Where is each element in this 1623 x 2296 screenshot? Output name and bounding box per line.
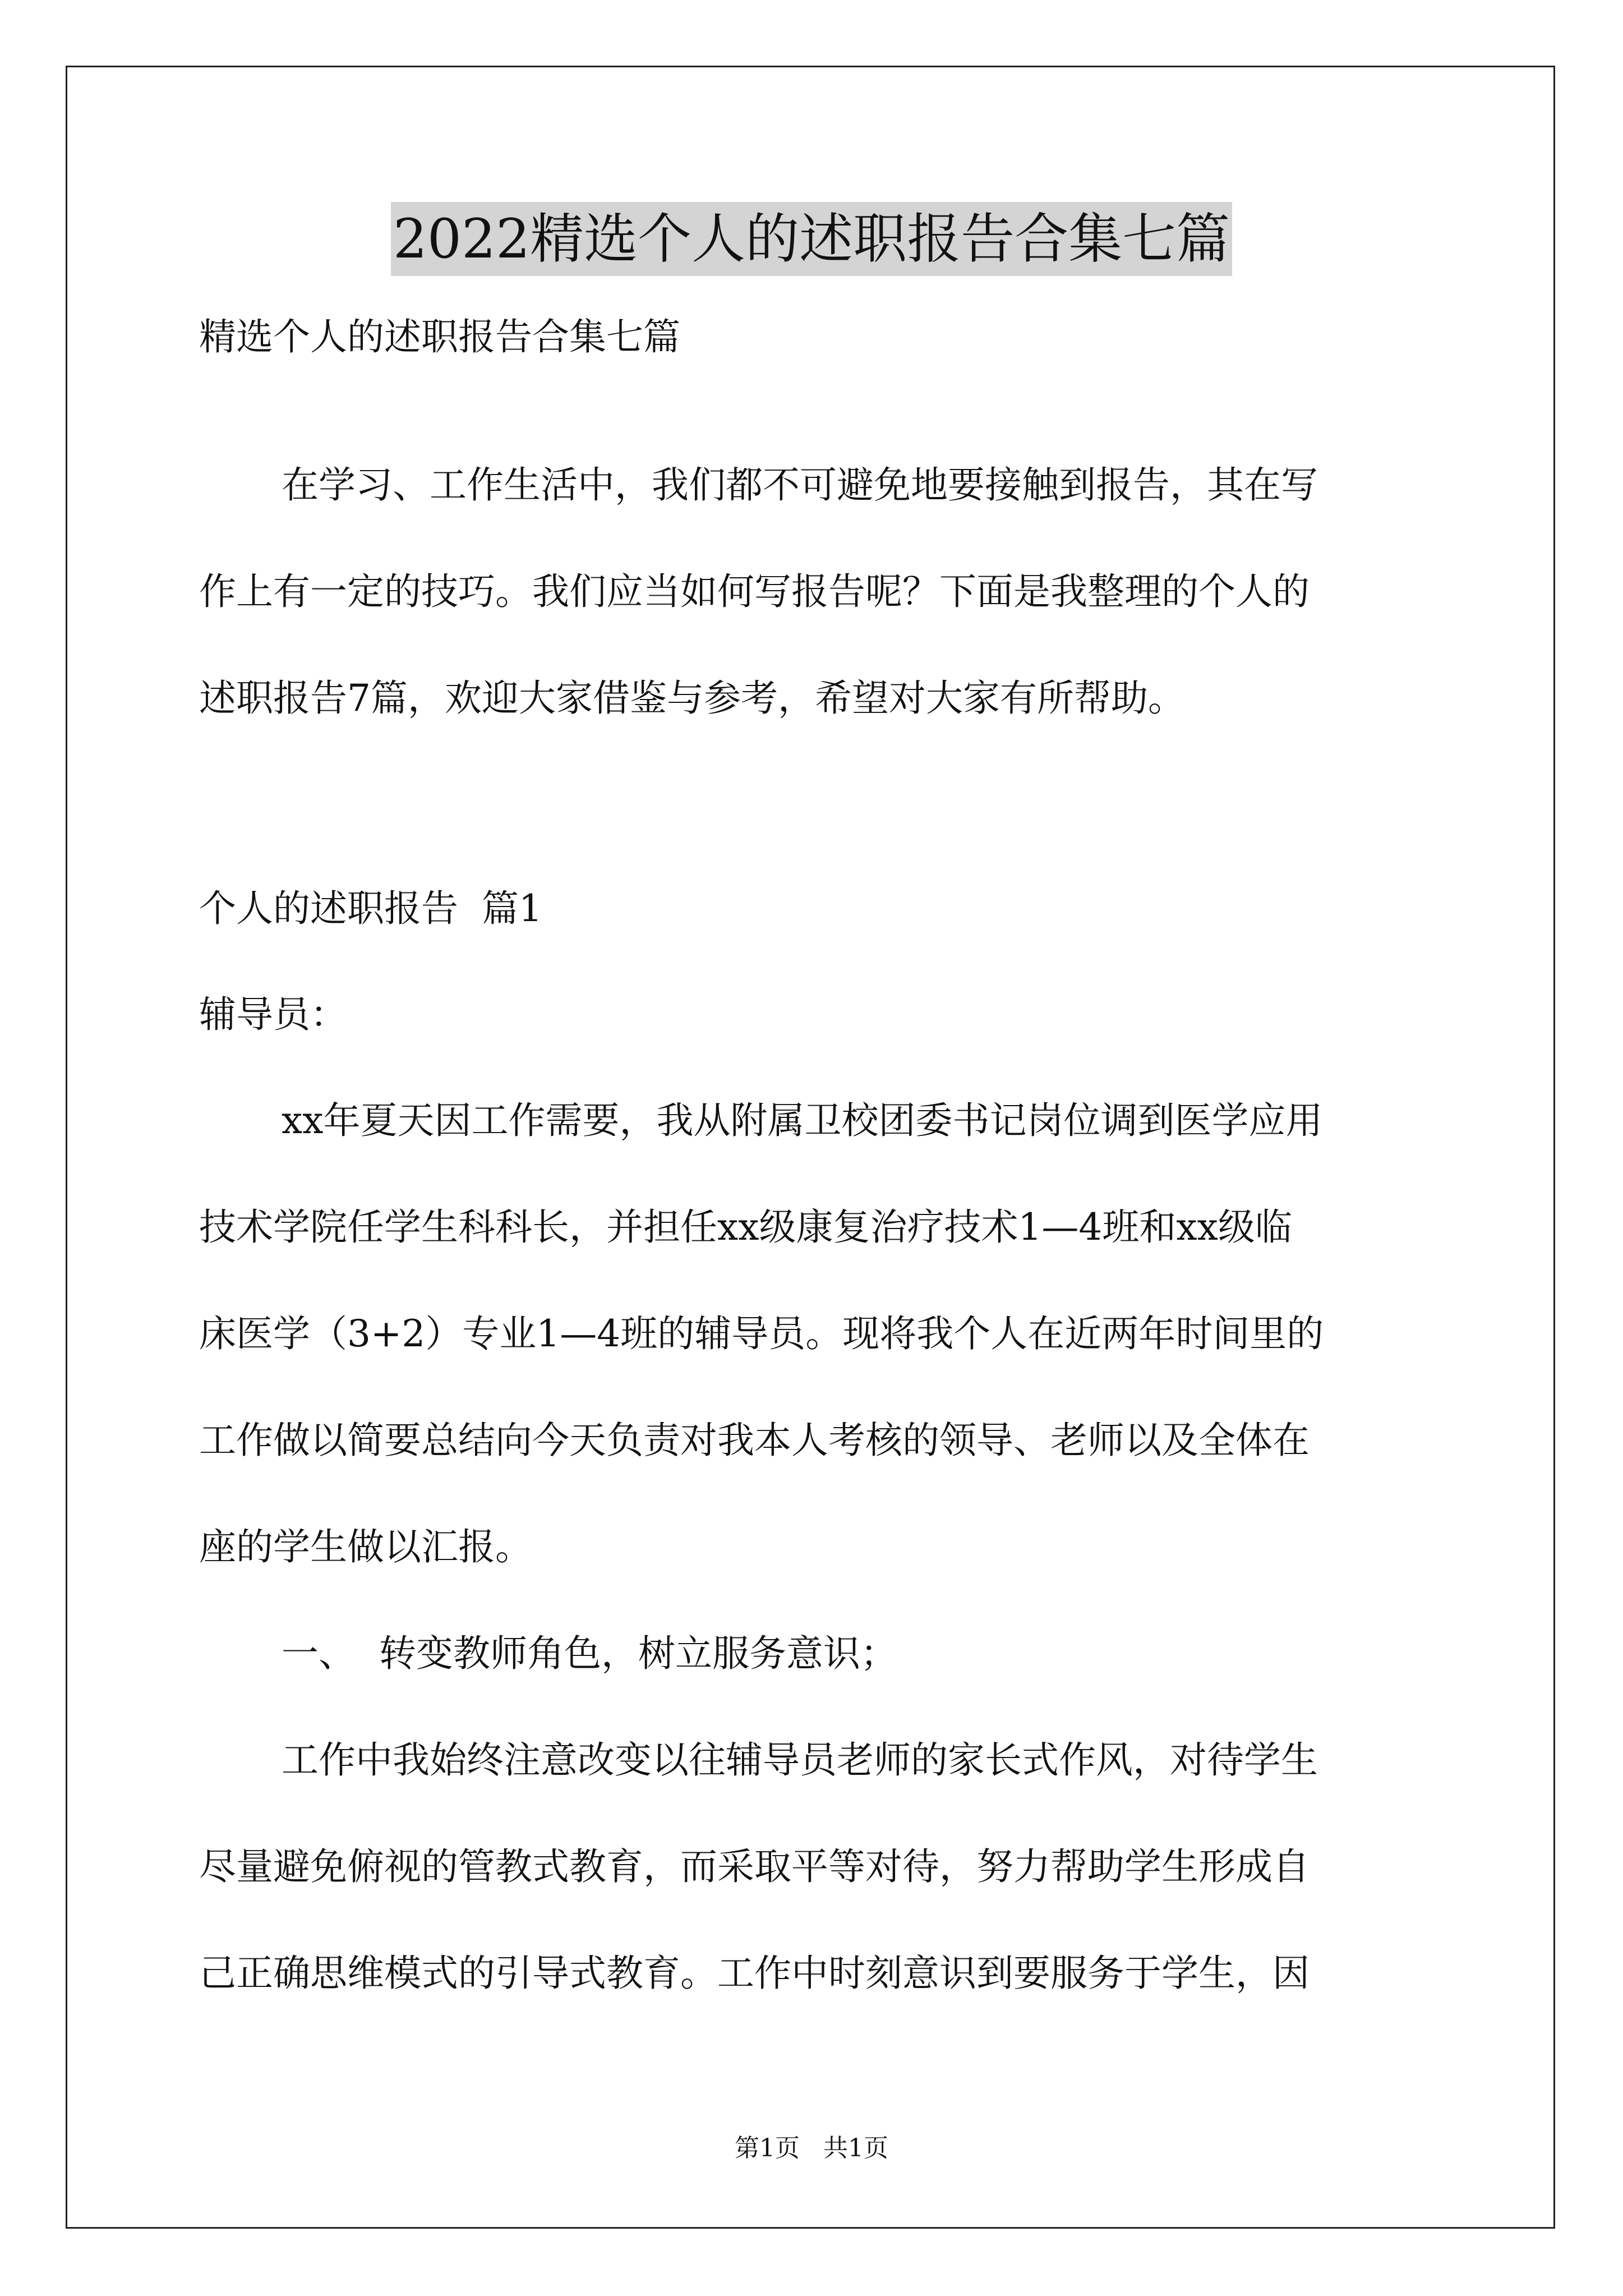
paragraph-line: 座的学生做以汇报。 [199,1525,532,1568]
intro-line: 在学习、工作生活中，我们都不可避免地要接触到报告，其在写 [282,463,1318,507]
page-footer: 第1页 共1页 [735,2134,888,2162]
paragraph-line: 尽量避免俯视的管教式教育，而采取平等对待，努力帮助学生形成自 [199,1845,1310,1888]
page-border [66,66,1555,2229]
intro-line: 述职报告7篇，欢迎大家借鉴与参考，希望对大家有所帮助。 [199,677,1185,720]
paragraph-line: 技术学院任学生科科长，并担任xx级康复治疗技术1—4班和xx级临 [199,1205,1292,1249]
section-heading: 个人的述职报告 篇1 [199,887,542,930]
paragraph-line: xx年夏天因工作需要，我从附属卫校团委书记岗位调到医学应用 [282,1099,1323,1142]
paragraph-line: 工作中我始终注意改变以往辅导员老师的家长式作风，对待学生 [282,1738,1318,1782]
paragraph-line: 工作做以简要总结向今天负责对我本人考核的领导、老师以及全体在 [199,1419,1310,1462]
subtitle: 精选个人的述职报告合集七篇 [199,315,680,358]
salutation: 辅导员： [199,993,347,1036]
paragraph-line: 己正确思维模式的引导式教育。工作中时刻意识到要服务于学生，因 [199,1952,1310,1995]
document-title: 2022精选个人的述职报告合集七篇 [391,202,1232,276]
paragraph-line: 床医学（3+2）专业1—4班的辅导员。现将我个人在近两年时间里的 [199,1312,1324,1355]
title-container [0,202,1623,276]
point-heading: 一、 转变教师角色，树立服务意识； [282,1632,897,1675]
intro-line: 作上有一定的技巧。我们应当如何写报告呢？下面是我整理的个人的 [199,570,1310,613]
